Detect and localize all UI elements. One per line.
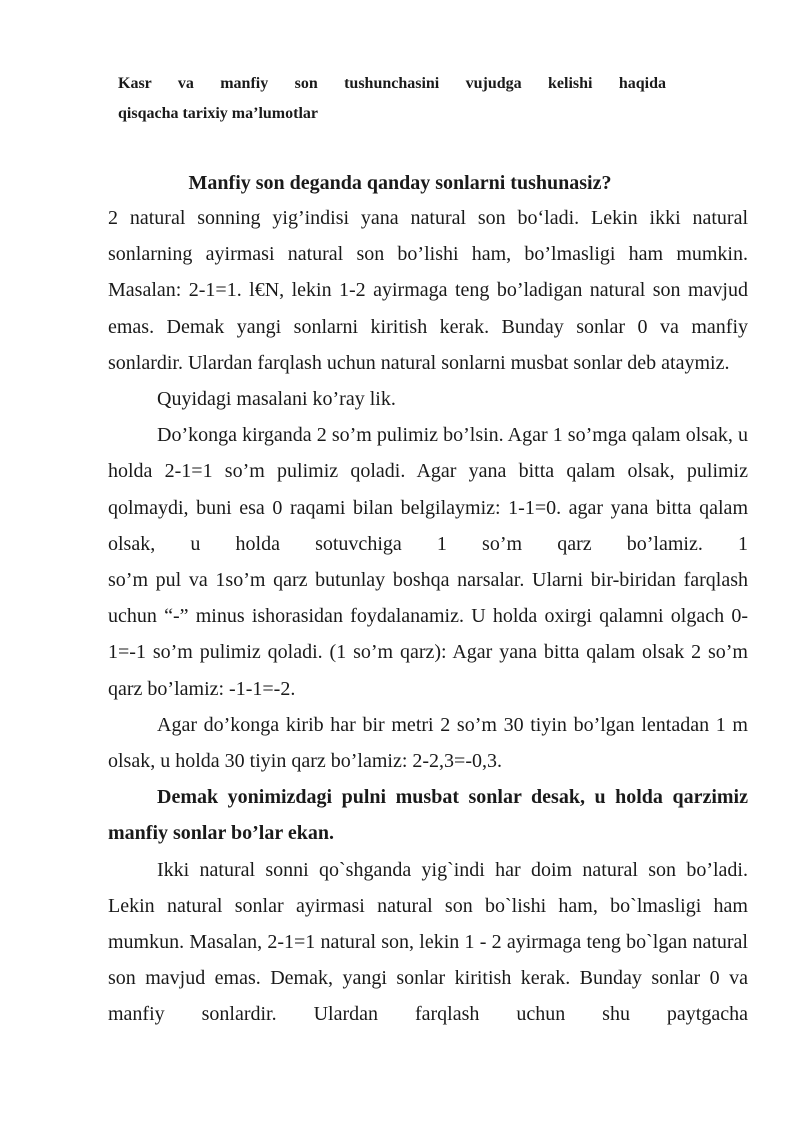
document-title-line-1: Kasr va manfiy son tushunchasini vujudga kelishi haqida xyxy=(118,75,666,92)
paragraph-conclusion: Demak yonimizdagi pulni musbat sonlar desak, u holda qarzimiz manfiy sonlar bo’lar ekan. xyxy=(108,786,748,845)
section-question-heading: Manfiy son deganda qanday sonlarni tushunasiz? xyxy=(188,172,612,194)
paragraph-natural-numbers: Ikki natural sonni qo`shganda yig`indi har doim natural son bo’ladi. Lekin natural sonlar ayirmasi natural son bo`lishi ham, bo`lmasligi ham mumkun. Masalan, 2-1=1 natural son, lekin 1 - 2 ayirmaga teng bo`lgan natural son mavjud emas. Demak, yangi sonlar kiritish kerak. Bunday sonlar 0 va manfiy sonlardir. Ulardan farqlash uchun shu paytgacha xyxy=(108,858,748,1026)
paragraph-shop-example: Do’konga kirganda 2 so’m pulimiz bo’lsin. Agar 1 so’mga qalam olsak, u holda 2-1=1 so’m pulimiz qoladi. Agar yana bitta qalam olsak, pulimiz qolmaydi, buni esa 0 raqami bilan belgilaymiz: 1-1=0. agar yana bitta qalam olsak, u holda sotuvchiga 1 so’m qarz bo’lamiz. 1 xyxy=(108,424,748,555)
document-title-line-2: qisqacha tarixiy ma’lumotlar xyxy=(118,105,318,122)
paragraph-intro: 2 natural sonning yig’indisi yana natural son bo‘ladi. Lekin ikki natural sonlarning ayirmasi natural son bo’lishi ham, bo’lmasligi ham mumkin. Masalan: 2-1=1. l€N, lekin 1-2 ayirmaga teng bo’ladigan natural son mavjud emas. Demak yangi sonlarni kiritish kerak. Bunday sonlar 0 va manfiy sonlardir. Ulardan farqlash uchun natural sonlarni musbat sonlar deb ataymiz. xyxy=(108,207,748,374)
paragraph-debt-explanation: so’m pul va 1so’m qarz butunlay boshqa narsalar. Ularni bir-biridan farqlash uchun “-” minus ishorasidan foydalanamiz. U holda oxirgi qalamni olgach 0-1=-1 so’m pulimiz qoladi. (1 so’m qarz): Agar yana bitta qalam olsak 2 so’m qarz bo’lamiz: -1-1=-2. xyxy=(108,569,748,700)
paragraph-ribbon-example: Agar do’konga kirib har bir metri 2 so’m 30 tiyin bo’lgan lentadan 1 m olsak, u holda 30 tiyin qarz bo’lamiz: 2-2,3=-0,3. xyxy=(108,713,748,773)
paragraph-problem-intro: Quyidagi masalani ko’ray lik. xyxy=(157,388,396,411)
document-body xyxy=(108,200,748,1033)
